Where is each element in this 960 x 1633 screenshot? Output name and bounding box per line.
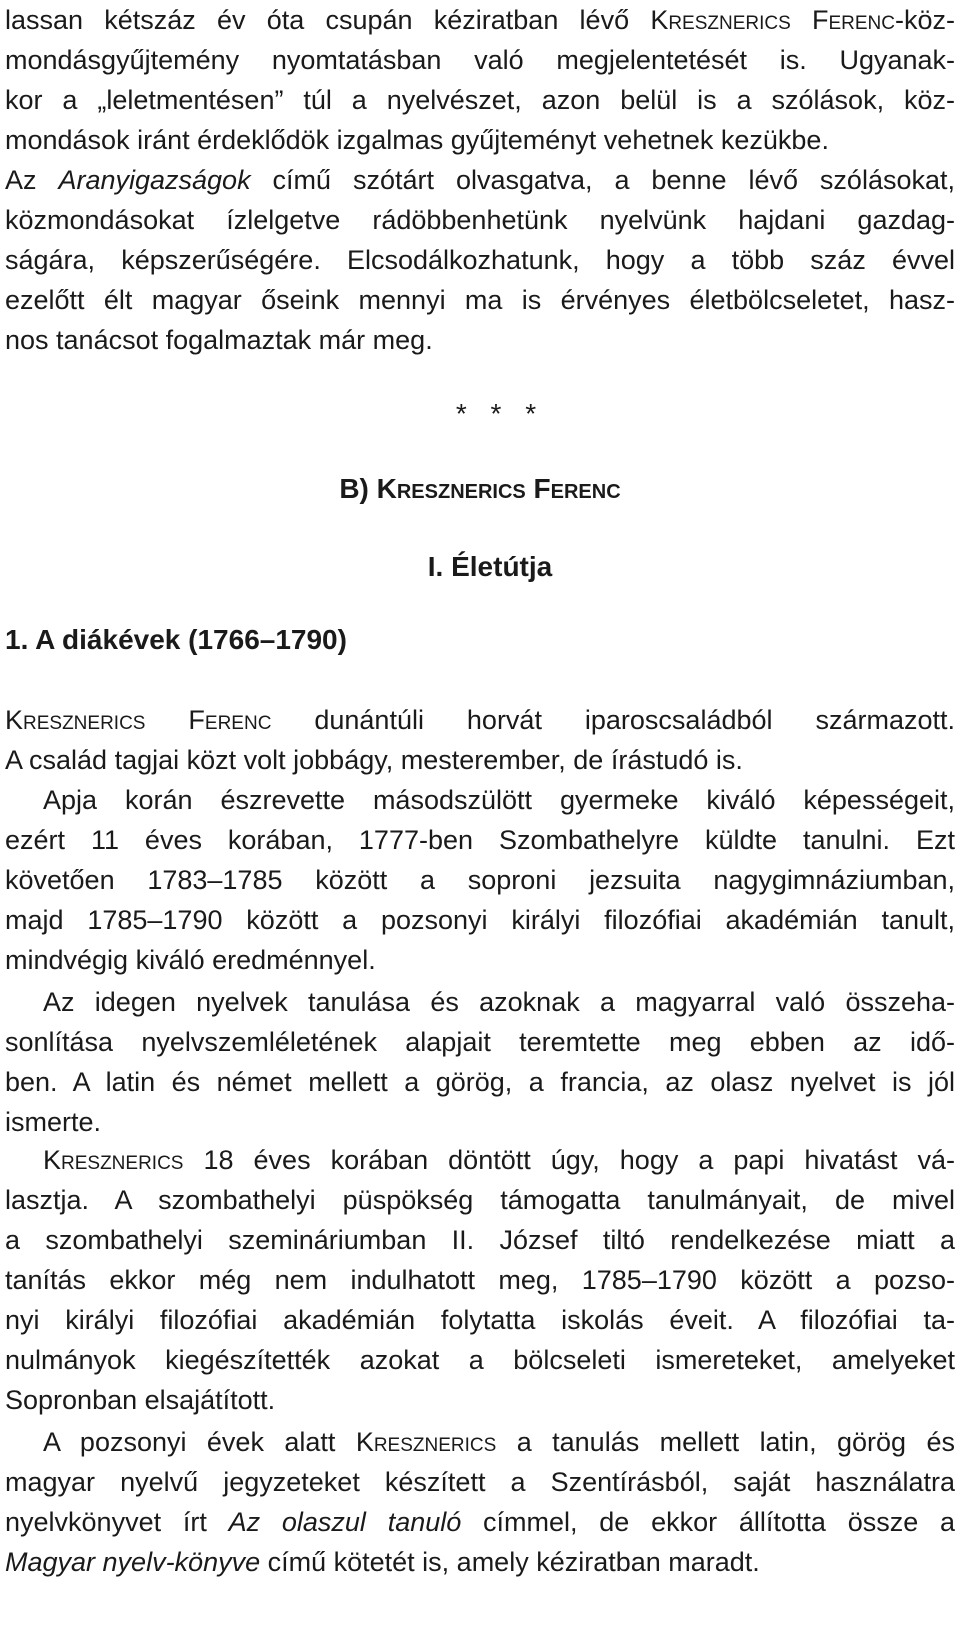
text-line: ben. A latin és német mellett a görög, a francia, az olasz nyelvet is jól bbox=[5, 1067, 955, 1097]
text-line: Apja korán észrevette másodszülött gyermeke kiváló képességeit, bbox=[43, 785, 955, 815]
text-span: Az bbox=[5, 165, 59, 195]
text-span: címmel, de ekkor állította össze a bbox=[461, 1507, 956, 1537]
text-line: Az idegen nyelvek tanulása és azoknak a magyarral való összeha- bbox=[43, 987, 955, 1017]
text-span: nyelvkönyvet írt bbox=[5, 1507, 229, 1537]
text-line bbox=[5, 1422, 955, 1462]
section-heading: 1. A diákévek (1766–1790) bbox=[5, 624, 347, 655]
text-line: mindvégig kiváló eredménnyel. bbox=[5, 945, 376, 975]
text-span: lassan kétszáz év óta csupán kéziratban lévő bbox=[5, 5, 651, 35]
text-span: című kötetét is, amely kéziratban maradt. bbox=[260, 1547, 760, 1577]
text-span: A pozsonyi évek alatt bbox=[43, 1427, 356, 1457]
text-line: Sopronban elsajátított. bbox=[5, 1385, 276, 1415]
author-name: Kresznerics Ferenc bbox=[650, 5, 895, 35]
text-line: ezért 11 éves korában, 1777-ben Szombathelyre küldte tanulni. Ezt bbox=[5, 825, 955, 855]
text-span: című szótárt olvasgatva, a benne lévő szólásokat, bbox=[250, 165, 955, 195]
text-line bbox=[5, 700, 955, 740]
text-line: a szombathelyi szemináriumban II. József tiltó rendelkezése miatt a bbox=[5, 1225, 955, 1255]
section-separator: * * * bbox=[455, 398, 545, 429]
text-span: a tanulás mellett latin, görög és bbox=[496, 1427, 955, 1457]
author-name: Kresznerics Ferenc bbox=[5, 705, 272, 735]
book-title: Aranyigazságok bbox=[58, 165, 251, 195]
chapter-heading bbox=[0, 473, 960, 505]
author-name: Kresznerics bbox=[355, 1427, 497, 1457]
text-line bbox=[5, 0, 955, 40]
text-line: sonlítása nyelvszemléletének alapjait teremtette meg ebben az idő- bbox=[5, 1027, 955, 1057]
text-line: nyi királyi filozófiai akadémián folytatta iskolás éveit. A filozófiai ta- bbox=[5, 1305, 955, 1335]
text-line: nos tanácsot fogalmaztak már meg. bbox=[5, 325, 433, 355]
text-line: lasztja. A szombathelyi püspökség támogatta tanulmányait, de mivel bbox=[5, 1185, 955, 1215]
text-line: mondások iránt érdeklődök izgalmas gyűjteményt vehetnek kezükbe. bbox=[5, 125, 829, 155]
heading-prefix: B) bbox=[339, 473, 377, 504]
text-line bbox=[5, 1140, 955, 1180]
text-line: magyar nyelvű jegyzeteket készített a Szentírásból, saját használatra bbox=[5, 1467, 955, 1497]
text-line bbox=[5, 1502, 955, 1542]
text-line: ezelőtt élt magyar őseink mennyi ma is érvényes életbölcseletet, hasz- bbox=[5, 285, 955, 315]
book-title: Magyar nyelv-könyve bbox=[5, 1547, 261, 1577]
text-line: A család tagjai közt volt jobbágy, mesterember, de írástudó is. bbox=[5, 745, 743, 775]
author-name: Kresznerics bbox=[43, 1145, 184, 1175]
text-line: ismerte. bbox=[5, 1107, 102, 1137]
text-line: kor a „leletmentésen” túl a nyelvészet, azon belül is a szólások, köz- bbox=[5, 85, 955, 115]
text-line: tanítás ekkor még nem indulhatott meg, 1785–1790 között a pozso- bbox=[5, 1265, 955, 1295]
book-title: Az olaszul tanuló bbox=[228, 1507, 462, 1537]
text-line: követően 1783–1785 között a soproni jezsuita nagygimnáziumban, bbox=[5, 865, 955, 895]
text-span: dunántúli horvát iparoscsaládból származott. bbox=[271, 705, 955, 735]
text-line: közmondásokat ízlelgetve rádöbbenhetünk nyelvünk hajdani gazdag- bbox=[5, 205, 955, 235]
heading-name: Kresznerics Ferenc bbox=[376, 473, 621, 504]
text-line: nulmányok kiegészítették azokat a bölcseleti ismereteket, amelyeket bbox=[5, 1345, 955, 1375]
text-line bbox=[5, 1542, 955, 1582]
text-line: majd 1785–1790 között a pozsonyi királyi filozófiai akadémián tanult, bbox=[5, 905, 955, 935]
text-line: mondásgyűjtemény nyomtatásban való megjelentetését is. Ugyanak- bbox=[5, 45, 955, 75]
text-span: 18 éves korában döntött úgy, hogy a papi hivatást vá- bbox=[183, 1145, 955, 1175]
part-heading: I. Életútja bbox=[427, 551, 553, 582]
text-line bbox=[5, 160, 955, 200]
text-line: ságára, képszerűségére. Elcsodálkozhatunk, hogy a több száz évvel bbox=[5, 245, 955, 275]
text-span: -köz- bbox=[895, 5, 955, 35]
